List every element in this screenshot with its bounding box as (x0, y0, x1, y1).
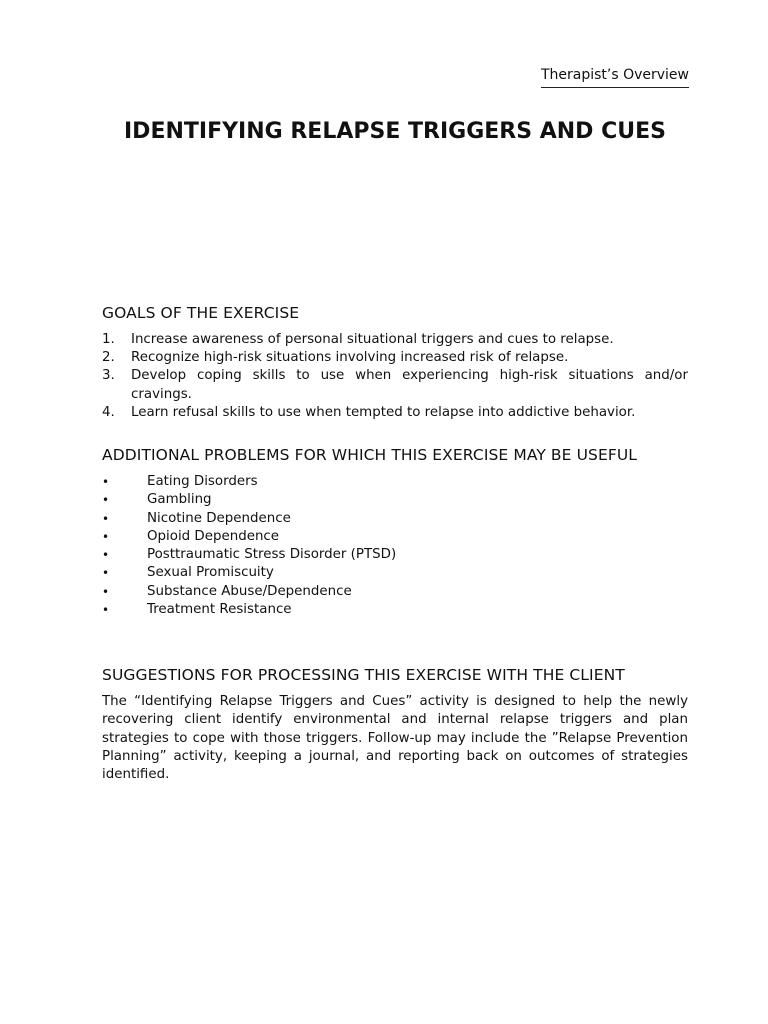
additional-problems-section (102, 446, 688, 619)
goal-text: Increase awareness of personal situational triggers and cues to relapse. (131, 332, 614, 347)
goal-text: Recognize high-risk situations involving increased risk of relapse. (131, 350, 569, 366)
list-item (102, 473, 688, 491)
list-item (102, 349, 688, 367)
goals-section (102, 304, 688, 422)
list-item (102, 404, 688, 422)
list-item (102, 528, 688, 546)
bullet-icon: • (102, 475, 110, 489)
additional-problems-heading: ADDITIONAL PROBLEMS FOR WHICH THIS EXERCISE MAY BE USEFUL (102, 446, 638, 464)
page-title: IDENTIFYING RELAPSE TRIGGERS AND CUES (124, 119, 666, 144)
problem-text: Treatment Resistance (147, 602, 292, 618)
bullet-icon: • (102, 511, 110, 526)
suggestions-paragraph: The “Identifying Relapse Triggers and Cues” activity is designed to help the newly recovering client identify environmental and internal relapse triggers and plan strategies to cope with those triggers. Follow-up may include the ”Relapse Prevention Planning” activity, keeping a journal, and reporting back on outcomes of strategies identified. (102, 694, 688, 783)
bullet-icon: • (102, 529, 110, 544)
bullet-icon: • (102, 584, 110, 599)
list-item (102, 583, 688, 601)
bullet-icon: • (102, 566, 110, 581)
additional-problems-list (102, 473, 688, 619)
goal-number: 1. (102, 332, 115, 347)
goal-number: 4. (102, 404, 115, 420)
problem-text: Opioid Dependence (147, 528, 280, 544)
goal-text: Learn refusal skills to use when tempted to relapse into addictive behavior. (131, 404, 636, 420)
list-item (102, 546, 688, 564)
problem-text: Posttraumatic Stress Disorder (PTSD) (147, 547, 397, 563)
list-item (102, 491, 688, 509)
problem-text: Sexual Promiscuity (147, 565, 274, 581)
suggestions-heading: SUGGESTIONS FOR PROCESSING THIS EXERCISE WITH THE CLIENT (102, 666, 625, 684)
goals-heading: GOALS OF THE EXERCISE (102, 304, 300, 322)
list-item (102, 601, 688, 619)
bullet-icon: • (102, 493, 110, 508)
list-item (102, 510, 688, 528)
list-item (102, 331, 688, 349)
goal-number: 2. (102, 350, 115, 366)
list-item (102, 564, 688, 582)
therapist-overview-label: Therapist’s Overview (541, 67, 689, 88)
problem-text: Nicotine Dependence (147, 510, 291, 526)
list-item (102, 367, 688, 403)
goal-number: 3. (102, 368, 115, 384)
problem-text: Eating Disorders (147, 474, 258, 489)
bullet-icon: • (102, 603, 110, 618)
problem-text: Gambling (147, 492, 212, 508)
problem-text: Substance Abuse/Dependence (147, 583, 352, 599)
bullet-icon: • (102, 548, 110, 563)
goal-text: Develop coping skills to use when experiencing high-risk situations and/or cravings. (131, 368, 688, 402)
goals-list (102, 331, 688, 422)
suggestions-section (102, 666, 688, 784)
